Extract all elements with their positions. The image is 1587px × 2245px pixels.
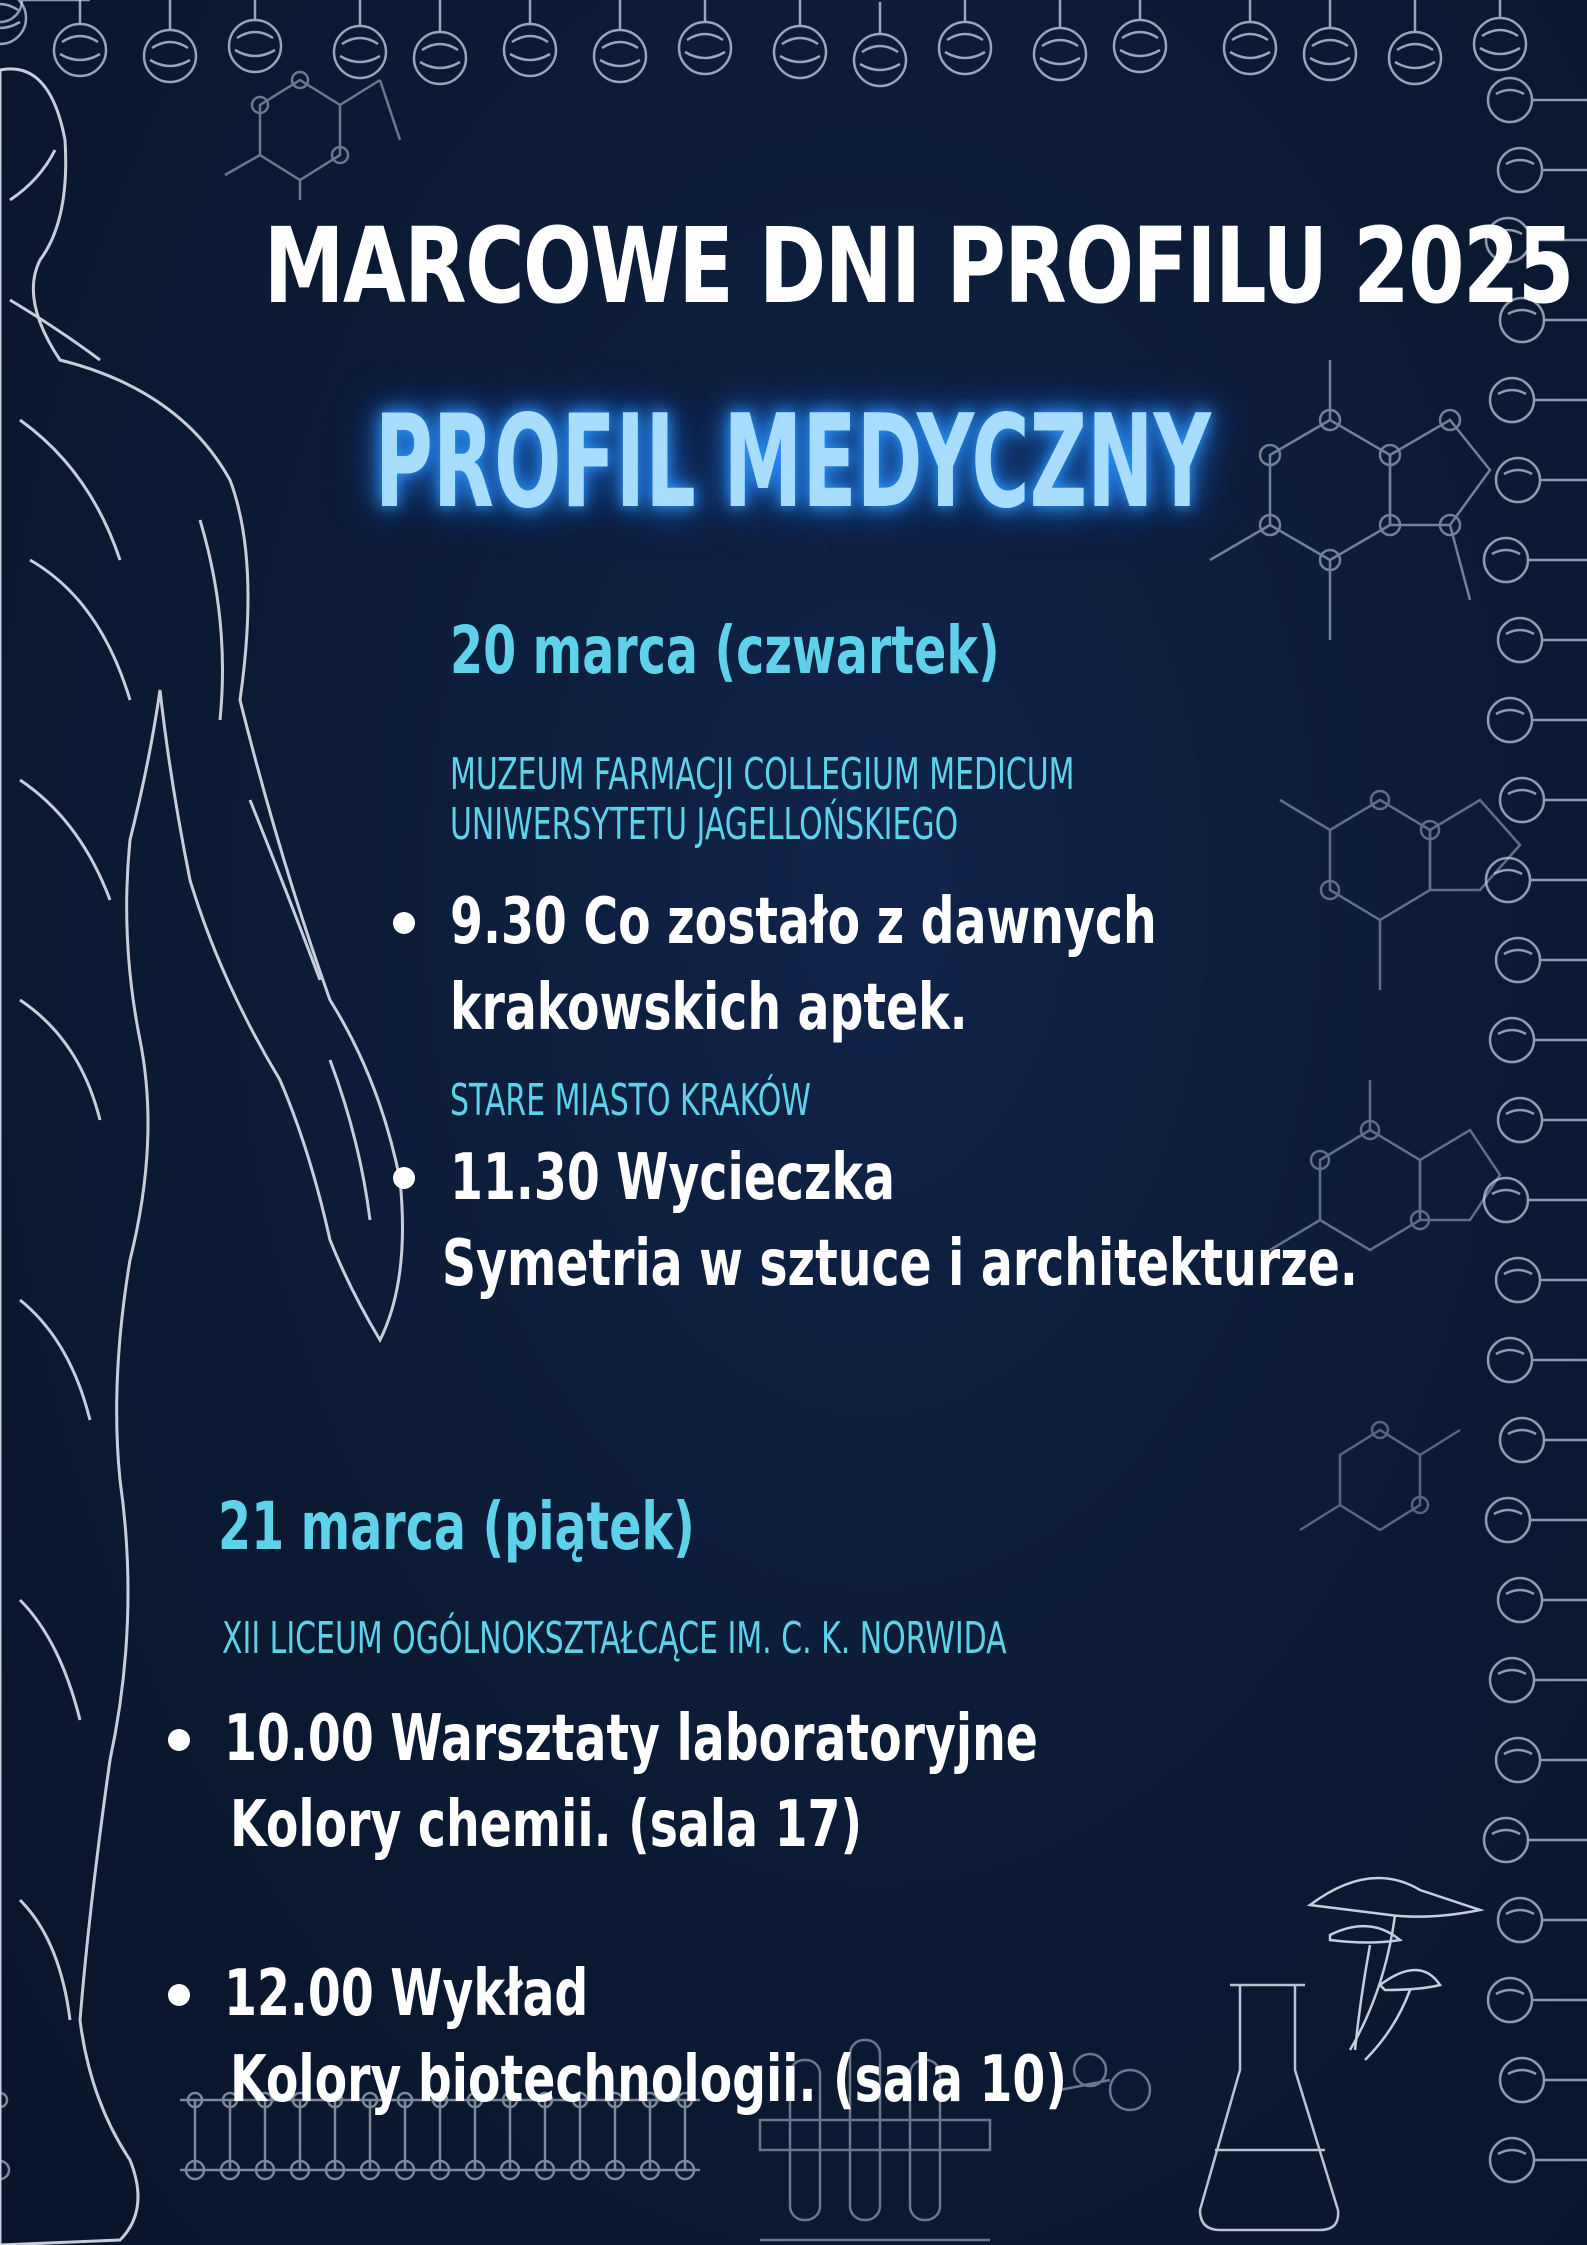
event-title: MARCOWE DNI PROFILU 2025 <box>263 205 1573 327</box>
day2-date: 21 marca (piątek) <box>218 1488 695 1565</box>
day1-item2-line1: 11.30 Wycieczka <box>450 1141 895 1215</box>
profile-subtitle: PROFIL MEDYCZNY <box>374 388 1212 537</box>
day1-item1-line1: 9.30 Co zostało z dawnych <box>450 885 1157 959</box>
day1-venue2: STARE MIASTO KRAKÓW <box>450 1075 811 1126</box>
flask-icon <box>1200 1985 1338 2230</box>
day1-venue-line1: MUZEUM FARMACJI COLLEGIUM MEDICUM <box>450 749 1075 800</box>
top-sphere-row <box>0 0 1526 86</box>
day2-item1-line2: Kolory chemii. (sala 17) <box>230 1788 863 1862</box>
day2-item1-line1: 10.00 Warsztaty laboratoryjne <box>224 1702 1038 1776</box>
day1-date: 20 marca (czwartek) <box>450 612 1000 689</box>
day1-venue-line2: UNIWERSYTETU JAGELLOŃSKIEGO <box>450 799 959 850</box>
bullet-icon <box>168 1729 190 1751</box>
day2-venue: XII LICEUM OGÓLNOKSZTAŁCĄCE IM. C. K. NORWIDA <box>222 1613 1007 1664</box>
bullet-icon <box>393 1167 415 1189</box>
day1-item1-line2: krakowskich aptek. <box>450 971 968 1045</box>
day2-item2-line2: Kolory biotechnologii. (sala 10) <box>230 2043 1068 2117</box>
bullet-icon <box>168 1984 190 2006</box>
bullet-icon <box>393 912 415 934</box>
day2-item2-line1: 12.00 Wykład <box>224 1957 589 2031</box>
day1-item2-line2: Symetria w sztuce i architekturze. <box>442 1227 1358 1301</box>
mushroom-icon <box>1310 1878 1480 2060</box>
